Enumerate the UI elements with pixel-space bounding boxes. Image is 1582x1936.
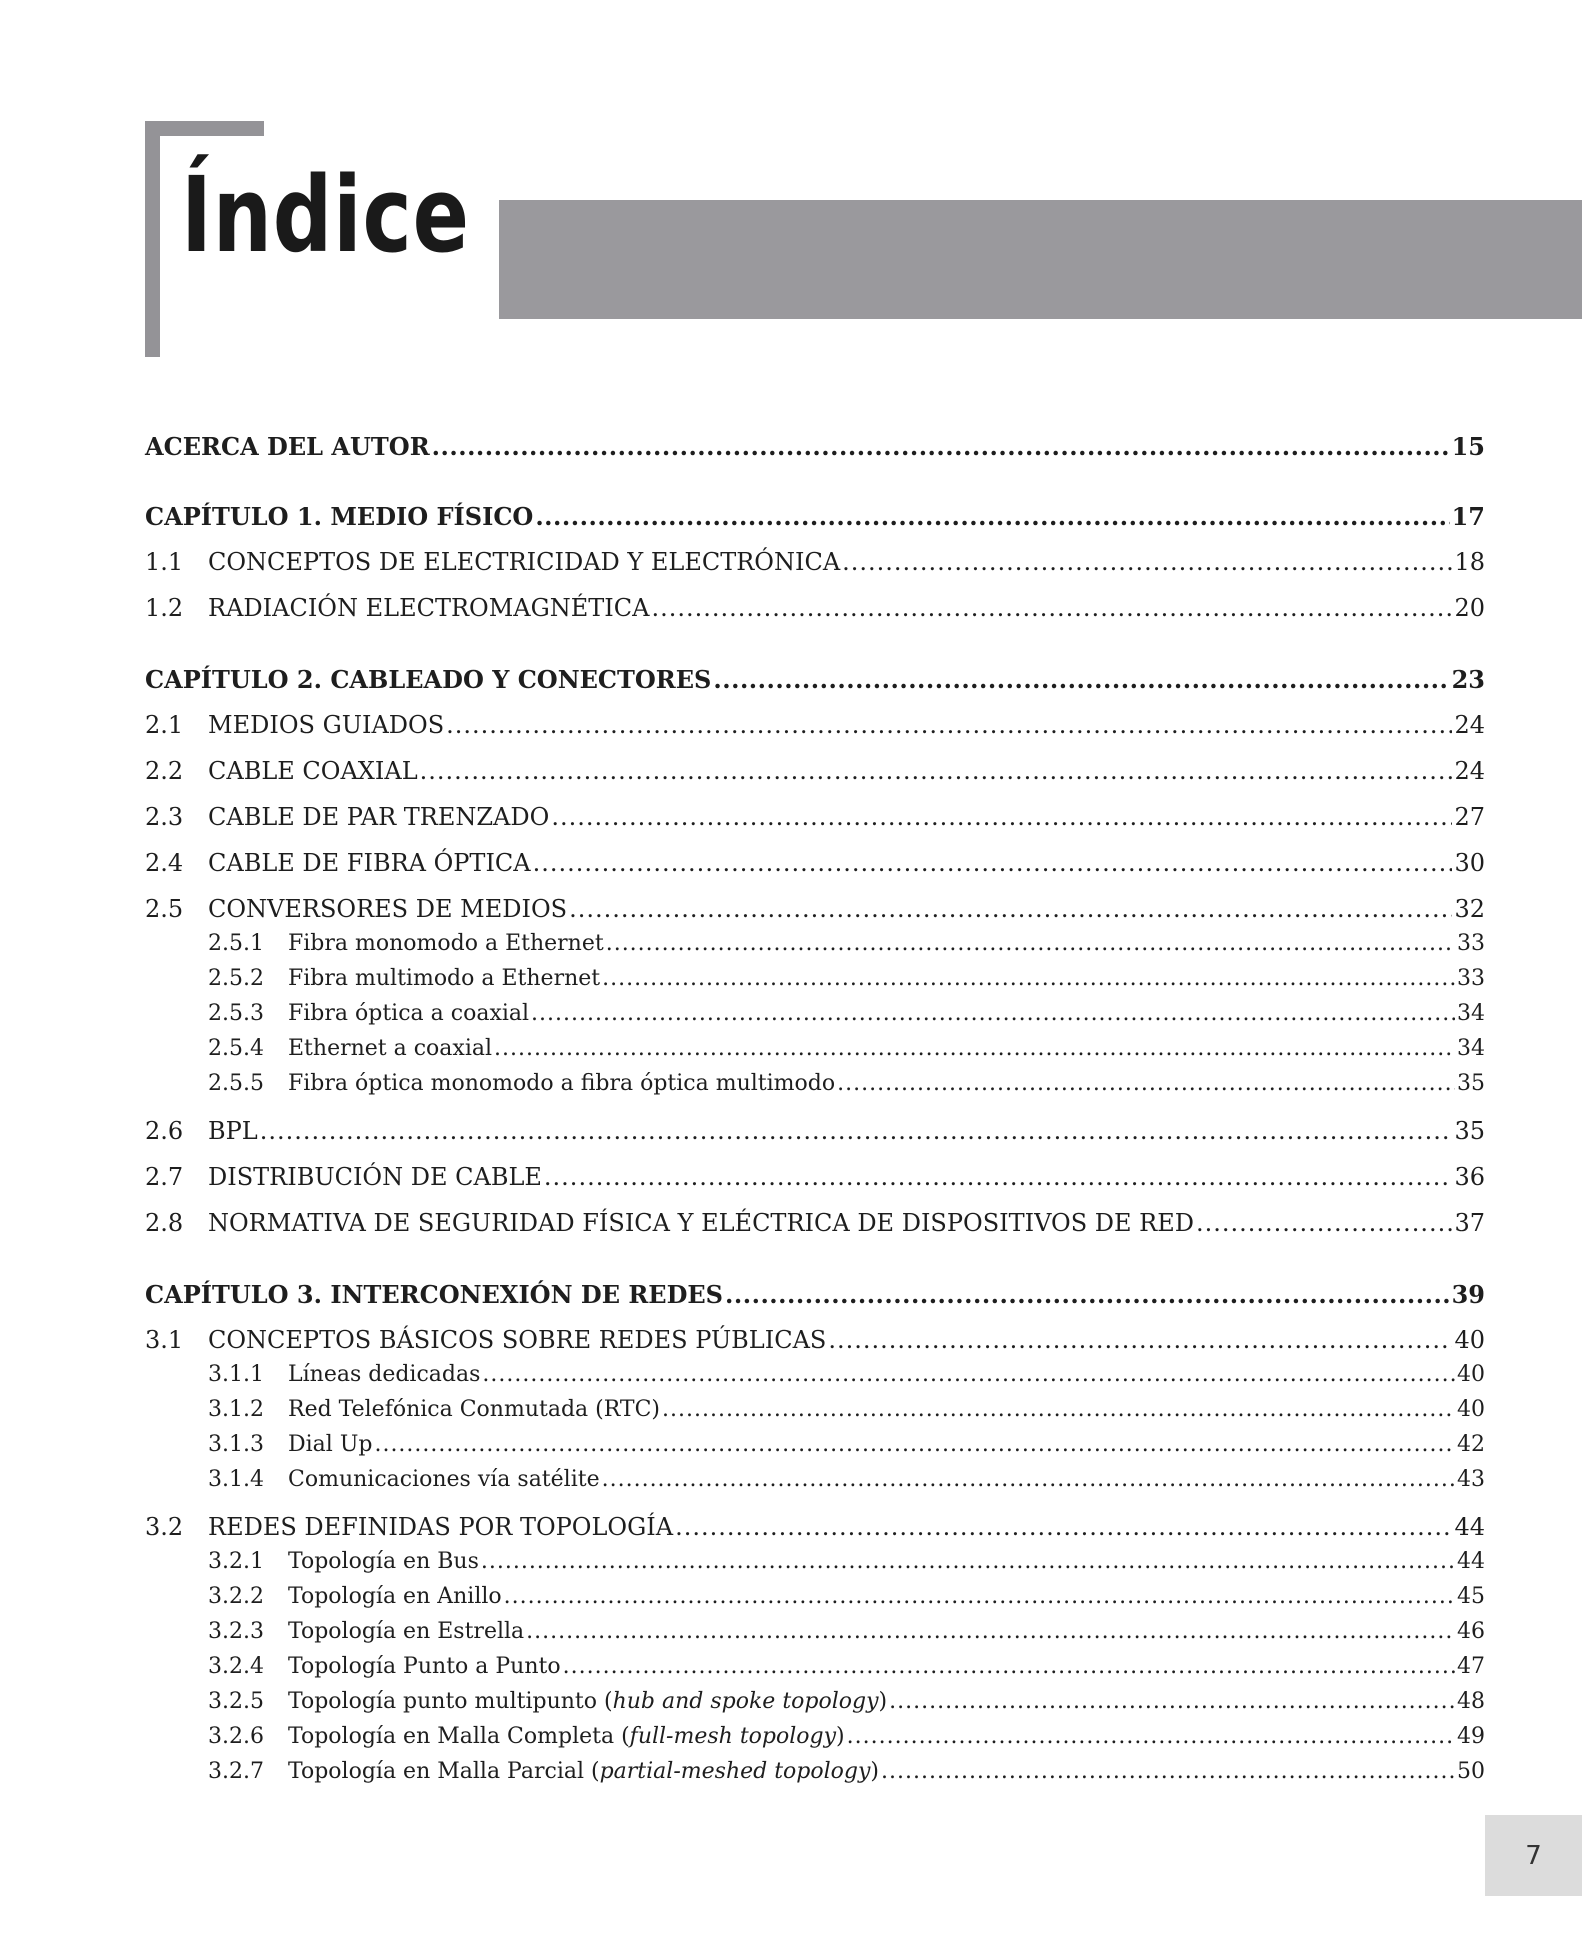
toc-title-main: Comunicaciones vía satélite bbox=[288, 1467, 600, 1492]
toc-page-number: 24 bbox=[1454, 757, 1485, 785]
toc-number: 2.8 bbox=[145, 1209, 184, 1237]
toc-subsection[interactable] bbox=[145, 1759, 1485, 1784]
toc-title-main: Fibra monomodo a Ethernet bbox=[288, 931, 604, 956]
toc-section[interactable] bbox=[145, 1163, 1485, 1191]
toc-chapter[interactable] bbox=[145, 665, 1485, 694]
toc-number: 3.1 bbox=[145, 1326, 184, 1354]
toc-number: 1.1 bbox=[145, 548, 184, 576]
toc-page-number: 35 bbox=[1457, 1071, 1485, 1096]
toc-number: 3.1.1 bbox=[208, 1362, 264, 1387]
toc-leader-dots bbox=[446, 711, 1452, 739]
toc-title-italic: partial-meshed topology bbox=[599, 1759, 871, 1784]
toc-title bbox=[145, 1280, 723, 1309]
toc-page-number: 32 bbox=[1454, 895, 1485, 923]
toc-title bbox=[288, 1619, 524, 1644]
toc-title bbox=[288, 1071, 835, 1096]
toc-title bbox=[288, 1001, 529, 1026]
toc-title bbox=[288, 1549, 479, 1574]
toc-page-number: 24 bbox=[1454, 711, 1485, 739]
toc-section[interactable] bbox=[145, 849, 1485, 877]
toc-page-number: 33 bbox=[1457, 931, 1485, 956]
toc-number: 3.2.7 bbox=[208, 1759, 264, 1784]
toc-leader-dots bbox=[828, 1326, 1452, 1354]
toc-section[interactable] bbox=[145, 757, 1485, 785]
page-number-box bbox=[1485, 1815, 1582, 1896]
toc-title-main: CAPÍTULO 1. MEDIO FÍSICO bbox=[145, 502, 534, 531]
toc-leader-dots bbox=[881, 1759, 1455, 1784]
toc-page-number: 40 bbox=[1457, 1362, 1485, 1387]
toc-title-main: Dial Up bbox=[288, 1432, 373, 1457]
toc-number: 2.5.2 bbox=[208, 966, 264, 991]
toc-subsection[interactable] bbox=[145, 1397, 1485, 1422]
header-bracket-top bbox=[145, 121, 264, 136]
toc-leader-dots bbox=[569, 895, 1452, 923]
toc-title bbox=[208, 711, 444, 739]
toc-number: 1.2 bbox=[145, 594, 184, 622]
toc-title bbox=[208, 849, 531, 877]
toc-number: 3.1.2 bbox=[208, 1397, 264, 1422]
toc-leader-dots bbox=[563, 1654, 1455, 1679]
toc-title bbox=[288, 1467, 600, 1492]
toc-number: 3.2.4 bbox=[208, 1654, 264, 1679]
toc-title-after: ) bbox=[836, 1724, 845, 1749]
toc-subsection[interactable] bbox=[145, 1584, 1485, 1609]
toc-title bbox=[208, 1326, 826, 1354]
toc-title-main: Fibra óptica a coaxial bbox=[288, 1001, 530, 1026]
toc-subsection[interactable] bbox=[145, 1654, 1485, 1679]
toc-leader-dots bbox=[662, 1397, 1455, 1422]
toc-section[interactable] bbox=[145, 803, 1485, 831]
toc-title-main: CAPÍTULO 2. CABLEADO Y CONECTORES bbox=[145, 665, 712, 694]
header-gray-bar bbox=[499, 200, 1582, 319]
toc-number: 3.1.4 bbox=[208, 1467, 264, 1492]
toc-number: 2.5 bbox=[145, 895, 184, 923]
page-title: Índice bbox=[181, 154, 470, 276]
toc-page-number: 30 bbox=[1454, 849, 1485, 877]
toc-page-number: 18 bbox=[1454, 548, 1485, 576]
toc-page-number: 50 bbox=[1457, 1759, 1485, 1784]
toc-title bbox=[208, 1163, 542, 1191]
toc-title-main: DISTRIBUCIÓN DE CABLE bbox=[208, 1163, 542, 1191]
toc-title-main: ACERCA DEL AUTOR bbox=[145, 432, 430, 461]
toc-title bbox=[208, 895, 567, 923]
toc-title bbox=[208, 803, 549, 831]
toc-page-number: 34 bbox=[1457, 1001, 1485, 1026]
toc-section[interactable] bbox=[145, 1326, 1485, 1354]
toc-page-number: 49 bbox=[1457, 1724, 1485, 1749]
toc-leader-dots bbox=[651, 594, 1452, 622]
toc-leader-dots bbox=[725, 1280, 1450, 1309]
toc-leader-dots bbox=[494, 1036, 1455, 1061]
toc-page-number: 48 bbox=[1457, 1689, 1485, 1714]
toc-page-number: 45 bbox=[1457, 1584, 1485, 1609]
toc-leader-dots bbox=[482, 1362, 1455, 1387]
toc-number: 2.5.4 bbox=[208, 1036, 264, 1061]
toc-title-main: CABLE COAXIAL bbox=[208, 757, 418, 785]
toc-subsection[interactable] bbox=[145, 1362, 1485, 1387]
toc-title-main: Topología Punto a Punto bbox=[288, 1654, 561, 1679]
toc-chapter[interactable] bbox=[145, 1280, 1485, 1309]
toc-page-number: 46 bbox=[1457, 1619, 1485, 1644]
toc-section[interactable] bbox=[145, 1117, 1485, 1145]
toc-leader-dots bbox=[889, 1689, 1455, 1714]
toc-page-number: 39 bbox=[1451, 1280, 1485, 1309]
toc-title bbox=[208, 1209, 1194, 1237]
toc-leader-dots bbox=[551, 803, 1452, 831]
toc-title-main: Líneas dedicadas bbox=[288, 1362, 481, 1387]
toc-title-main: Topología en Malla Completa ( bbox=[288, 1724, 630, 1749]
toc-number: 2.5.1 bbox=[208, 931, 264, 956]
toc-page-number: 47 bbox=[1457, 1654, 1485, 1679]
toc-number: 3.2.6 bbox=[208, 1724, 264, 1749]
toc-page-number: 40 bbox=[1454, 1326, 1485, 1354]
toc-number: 3.2 bbox=[145, 1513, 184, 1541]
toc-leader-dots bbox=[533, 849, 1453, 877]
toc-leader-dots bbox=[675, 1513, 1452, 1541]
toc-number: 2.1 bbox=[145, 711, 184, 739]
toc-title-main: CABLE DE FIBRA ÓPTICA bbox=[208, 849, 531, 877]
toc-title bbox=[288, 1432, 372, 1457]
toc-number: 2.2 bbox=[145, 757, 184, 785]
toc-page-number: 44 bbox=[1457, 1549, 1485, 1574]
toc-subsection[interactable] bbox=[145, 1689, 1485, 1714]
toc-title-main: CONCEPTOS BÁSICOS SOBRE REDES PÚBLICAS bbox=[208, 1326, 827, 1354]
toc-title-main: Fibra multimodo a Ethernet bbox=[288, 966, 601, 991]
page-number: 7 bbox=[1525, 1840, 1542, 1871]
toc-title bbox=[288, 966, 600, 991]
toc-page-number: 44 bbox=[1454, 1513, 1485, 1541]
toc-leader-dots bbox=[420, 757, 1453, 785]
toc-title bbox=[208, 594, 649, 622]
toc-title-after: ) bbox=[878, 1689, 888, 1714]
toc-title-main: CAPÍTULO 3. INTERCONEXIÓN DE REDES bbox=[145, 1280, 724, 1309]
toc-section[interactable] bbox=[145, 594, 1485, 622]
toc-chapter[interactable] bbox=[145, 502, 1485, 531]
toc-title bbox=[288, 1689, 887, 1714]
toc-number: 2.7 bbox=[145, 1163, 184, 1191]
toc-section[interactable] bbox=[145, 711, 1485, 739]
toc-title-main: CABLE DE PAR TRENZADO bbox=[208, 803, 550, 831]
toc-page-number: 20 bbox=[1454, 594, 1485, 622]
header-bracket-left bbox=[145, 121, 160, 357]
toc-title-main: Fibra óptica monomodo a fibra óptica multimodo bbox=[288, 1071, 836, 1096]
toc-leader-dots bbox=[602, 1467, 1455, 1492]
toc-subsection[interactable] bbox=[145, 931, 1485, 956]
toc-page-number: 40 bbox=[1457, 1397, 1485, 1422]
toc-subsection[interactable] bbox=[145, 1724, 1485, 1749]
toc-subsection[interactable] bbox=[145, 1467, 1485, 1492]
toc-section[interactable] bbox=[145, 895, 1485, 923]
toc-title-italic: full-mesh topology bbox=[629, 1724, 837, 1749]
toc-leader-dots bbox=[544, 1163, 1453, 1191]
toc-page-number: 43 bbox=[1457, 1467, 1485, 1492]
toc-title bbox=[288, 1759, 879, 1784]
toc-leader-dots bbox=[1196, 1209, 1452, 1237]
toc-number: 3.2.2 bbox=[208, 1584, 264, 1609]
toc-number: 2.3 bbox=[145, 803, 184, 831]
toc-title bbox=[288, 1397, 660, 1422]
toc-page-number: 15 bbox=[1451, 432, 1485, 461]
toc-title bbox=[288, 1584, 502, 1609]
toc-number: 3.1.3 bbox=[208, 1432, 264, 1457]
toc-title-main: MEDIOS GUIADOS bbox=[208, 711, 445, 739]
toc-number: 3.2.3 bbox=[208, 1619, 264, 1644]
toc-leader-dots bbox=[837, 1071, 1455, 1096]
toc-leader-dots bbox=[847, 1724, 1455, 1749]
toc-title-main: BPL bbox=[208, 1117, 258, 1145]
toc-subsection[interactable] bbox=[145, 1001, 1485, 1026]
toc-subsection[interactable] bbox=[145, 966, 1485, 991]
toc-leader-dots bbox=[606, 931, 1455, 956]
toc-subsection[interactable] bbox=[145, 1619, 1485, 1644]
toc-title-main: RADIACIÓN ELECTROMAGNÉTICA bbox=[208, 594, 650, 622]
toc-title-main: CONCEPTOS DE ELECTRICIDAD Y ELECTRÓNICA bbox=[208, 548, 841, 576]
toc-title-after: ) bbox=[870, 1759, 880, 1784]
toc-title-main: CONVERSORES DE MEDIOS bbox=[208, 895, 568, 923]
toc-title-main: Topología en Bus bbox=[288, 1549, 479, 1574]
toc-title bbox=[208, 548, 840, 576]
toc-section[interactable] bbox=[145, 1513, 1485, 1541]
toc-section[interactable] bbox=[145, 548, 1485, 576]
toc-leader-dots bbox=[374, 1432, 1455, 1457]
toc-subsection[interactable] bbox=[145, 1036, 1485, 1061]
toc-subsection[interactable] bbox=[145, 1071, 1485, 1096]
toc-title bbox=[288, 1654, 561, 1679]
toc-number: 2.5.3 bbox=[208, 1001, 264, 1026]
toc-title bbox=[288, 1362, 480, 1387]
toc-leader-dots bbox=[260, 1117, 1453, 1145]
toc-leader-dots bbox=[531, 1001, 1455, 1026]
toc-number: 3.2.5 bbox=[208, 1689, 264, 1714]
toc-title bbox=[145, 432, 430, 461]
toc-page-number: 37 bbox=[1454, 1209, 1485, 1237]
toc-page-number: 33 bbox=[1457, 966, 1485, 991]
toc-page-number: 35 bbox=[1454, 1117, 1485, 1145]
toc-title-main: Topología en Estrella bbox=[288, 1619, 525, 1644]
toc-page-number: 17 bbox=[1451, 502, 1485, 531]
toc-leader-dots bbox=[535, 502, 1449, 531]
toc-leader-dots bbox=[713, 665, 1449, 694]
toc-leader-dots bbox=[526, 1619, 1455, 1644]
toc-title-main: Topología en Anillo bbox=[288, 1584, 502, 1609]
toc-title-main: Topología punto multipunto ( bbox=[288, 1689, 613, 1714]
toc-title bbox=[145, 502, 533, 531]
toc-subsection[interactable] bbox=[145, 1432, 1485, 1457]
toc-title-main: Ethernet a coaxial bbox=[288, 1036, 493, 1061]
toc-title-main: REDES DEFINIDAS POR TOPOLOGÍA bbox=[208, 1513, 674, 1541]
toc-page-number: 23 bbox=[1451, 665, 1485, 694]
toc-leader-dots bbox=[432, 432, 1450, 461]
toc-title bbox=[208, 1117, 258, 1145]
toc-subsection[interactable] bbox=[145, 1549, 1485, 1574]
toc-number: 2.4 bbox=[145, 849, 184, 877]
toc-number: 3.2.1 bbox=[208, 1549, 264, 1574]
toc-leader-dots bbox=[504, 1584, 1455, 1609]
toc-title-italic: hub and spoke topology bbox=[612, 1689, 879, 1714]
toc-leader-dots bbox=[842, 548, 1452, 576]
toc-title bbox=[208, 1513, 673, 1541]
toc-title bbox=[288, 1724, 845, 1749]
toc-page-number: 27 bbox=[1454, 803, 1485, 831]
toc-title bbox=[208, 757, 418, 785]
toc-page-number: 36 bbox=[1454, 1163, 1485, 1191]
toc-title bbox=[145, 665, 711, 694]
toc-title bbox=[288, 931, 604, 956]
toc-chapter[interactable] bbox=[145, 432, 1485, 461]
toc-title-main: NORMATIVA DE SEGURIDAD FÍSICA Y ELÉCTRICA DE DISPOSITIVOS DE RED bbox=[208, 1209, 1194, 1237]
toc-title-main: Topología en Malla Parcial ( bbox=[288, 1759, 600, 1784]
toc-title bbox=[288, 1036, 492, 1061]
toc-number: 2.5.5 bbox=[208, 1071, 264, 1096]
toc-leader-dots bbox=[602, 966, 1455, 991]
toc-page-number: 42 bbox=[1457, 1432, 1485, 1457]
toc-section[interactable] bbox=[145, 1209, 1485, 1237]
toc-title-main: Red Telefónica Conmutada (RTC) bbox=[288, 1397, 661, 1422]
toc-number: 2.6 bbox=[145, 1117, 184, 1145]
toc-leader-dots bbox=[481, 1549, 1455, 1574]
toc-page-number: 34 bbox=[1457, 1036, 1485, 1061]
